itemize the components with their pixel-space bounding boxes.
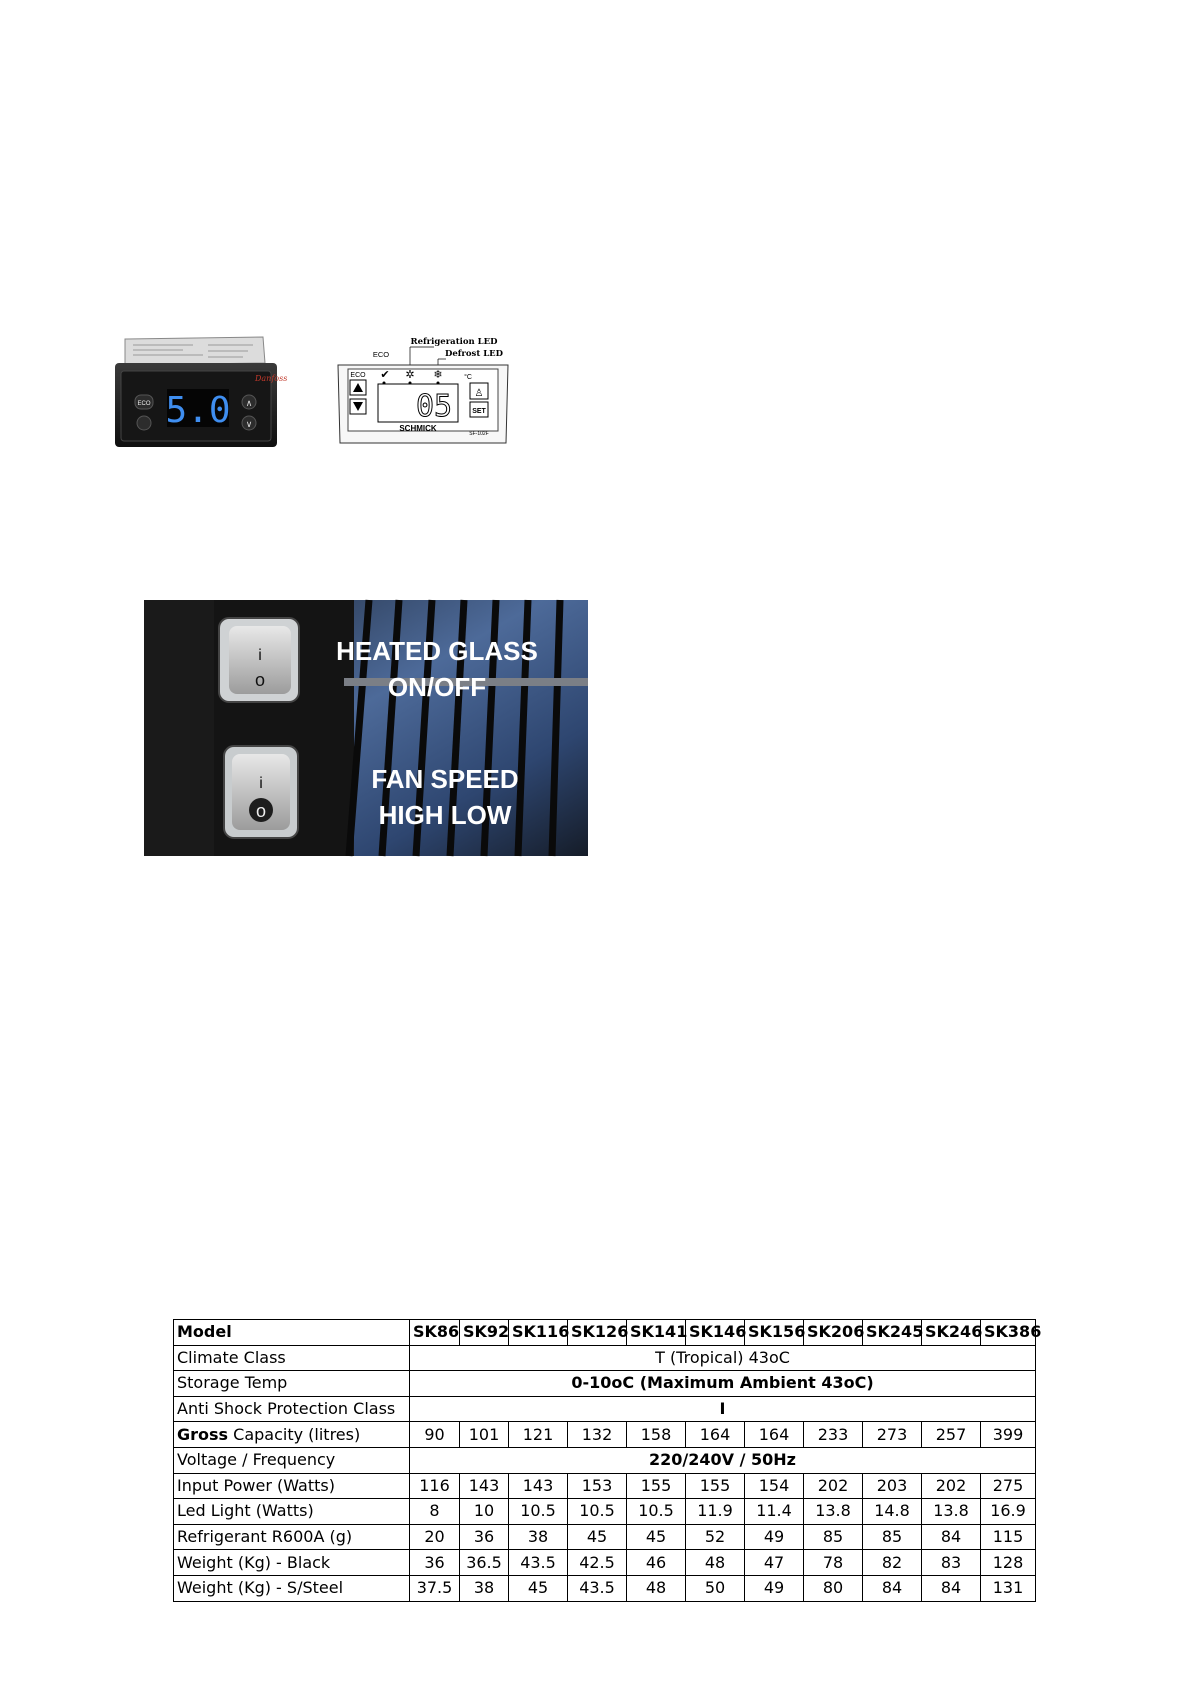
table-cell: 10.5: [627, 1499, 686, 1525]
table-cell: 36: [410, 1550, 460, 1576]
controller-2-display: 05: [415, 389, 453, 424]
anti-shock-row: [174, 1396, 1036, 1422]
table-cell: 48: [627, 1575, 686, 1601]
model-header-cell: SK126: [568, 1320, 627, 1346]
defrost-icon: ❄: [433, 369, 443, 381]
table-cell: 90: [410, 1422, 460, 1448]
eco-top-label: ECO: [372, 350, 390, 359]
eco-label: ECO: [350, 372, 366, 379]
table-cell: 38: [509, 1524, 568, 1550]
table-cell: 52: [686, 1524, 745, 1550]
table-cell: 143: [460, 1473, 509, 1499]
switch-1-on-mark: i: [258, 647, 262, 664]
snowflake-icon: ✲: [405, 369, 415, 381]
table-cell: 84: [863, 1575, 922, 1601]
table-cell: 49: [745, 1524, 804, 1550]
table-cell: 46: [627, 1550, 686, 1576]
model-header-cell: SK116: [509, 1320, 568, 1346]
table-cell: 154: [745, 1473, 804, 1499]
table-cell: 164: [686, 1422, 745, 1448]
table-row: [174, 1524, 1036, 1550]
table-cell: 43.5: [568, 1575, 627, 1601]
table-cell: 42.5: [568, 1550, 627, 1576]
table-cell: 78: [804, 1550, 863, 1576]
table-cell: 14.8: [863, 1499, 922, 1525]
celsius-unit: °C: [464, 374, 472, 381]
row-label: Storage Temp: [174, 1371, 410, 1397]
table-cell: 84: [922, 1575, 981, 1601]
row-label: Anti Shock Protection Class: [174, 1396, 410, 1422]
controller-1-display: 5.0: [165, 390, 231, 431]
switch-2-on-mark: i: [259, 775, 263, 792]
table-cell: 10: [460, 1499, 509, 1525]
table-cell: 85: [863, 1524, 922, 1550]
table-cell: 8: [410, 1499, 460, 1525]
switch-1-off-mark: o: [254, 670, 266, 690]
controller-1-down-label: ∨: [245, 419, 253, 429]
row-label: Weight (Kg) - S/Steel: [174, 1575, 410, 1601]
table-cell: 203: [863, 1473, 922, 1499]
table-cell: 115: [981, 1524, 1036, 1550]
gross-rest-label: Capacity (litres): [228, 1424, 361, 1444]
row-label: Climate Class: [174, 1345, 410, 1371]
table-cell: 36.5: [460, 1550, 509, 1576]
row-label: Weight (Kg) - Black: [174, 1550, 410, 1576]
table-cell: 128: [981, 1550, 1036, 1576]
table-cell: 50: [686, 1575, 745, 1601]
table-cell: 43.5: [509, 1550, 568, 1576]
row-label: Led Light (Watts): [174, 1499, 410, 1525]
table-cell: 116: [410, 1473, 460, 1499]
table-cell: 85: [804, 1524, 863, 1550]
schmick-brand: SCHMICK: [399, 424, 437, 433]
model-header-cell: SK141: [627, 1320, 686, 1346]
heated-glass-caption-line2: ON/OFF: [387, 672, 487, 702]
model-header-cell: SK156: [745, 1320, 804, 1346]
table-cell: 20: [410, 1524, 460, 1550]
table-row: [174, 1550, 1036, 1576]
gross-bold-label: Gross: [177, 1424, 229, 1444]
refrigeration-led-label: Refrigeration LED: [410, 337, 498, 347]
eco-button-label: ECO: [137, 401, 151, 407]
leaf-icon: ✔: [380, 369, 390, 381]
table-cell: 202: [804, 1473, 863, 1499]
table-cell: 45: [627, 1524, 686, 1550]
table-cell: 164: [745, 1422, 804, 1448]
table-cell: 48: [686, 1550, 745, 1576]
model-header-row: [174, 1320, 1036, 1346]
table-cell: 153: [568, 1473, 627, 1499]
table-cell: 37.5: [410, 1575, 460, 1601]
specification-table: [173, 1319, 1042, 1602]
row-label: Input Power (Watts): [174, 1473, 410, 1499]
table-cell: 399: [981, 1422, 1036, 1448]
model-header-cell: SK86: [410, 1320, 460, 1346]
table-row: [174, 1499, 1036, 1525]
table-cell: 155: [627, 1473, 686, 1499]
table-cell: 132: [568, 1422, 627, 1448]
row-label: [174, 1422, 410, 1448]
table-row: [174, 1575, 1036, 1601]
model-header-cell: SK92: [460, 1320, 509, 1346]
model-header-cell: SK246: [922, 1320, 981, 1346]
climate-class-value: T (Tropical) 43oC: [410, 1345, 1036, 1371]
table-cell: 38: [460, 1575, 509, 1601]
voltage-value: 220/240V / 50Hz: [410, 1447, 1036, 1473]
row-label: Voltage / Frequency: [174, 1447, 410, 1473]
row-label: Refrigerant R600A (g): [174, 1524, 410, 1550]
table-cell: 13.8: [922, 1499, 981, 1525]
table-cell: 13.8: [804, 1499, 863, 1525]
table-cell: 273: [863, 1422, 922, 1448]
fan-speed-caption-line1: FAN SPEED: [371, 764, 519, 794]
table-cell: 257: [922, 1422, 981, 1448]
anti-shock-value: I: [410, 1396, 1036, 1422]
model-header-cell: SK146: [686, 1320, 745, 1346]
storage-temp-row: [174, 1371, 1036, 1397]
table-cell: 10.5: [509, 1499, 568, 1525]
table-row: [174, 1473, 1036, 1499]
controller-model: SF-102F: [469, 431, 489, 437]
storage-temp-value: 0-10oC (Maximum Ambient 43oC): [410, 1371, 1036, 1397]
table-cell: 10.5: [568, 1499, 627, 1525]
table-cell: 83: [922, 1550, 981, 1576]
heated-glass-caption-line1: HEATED GLASS: [336, 636, 538, 666]
switch-2-off-mark: o: [255, 801, 267, 821]
set-button-label: SET: [472, 408, 486, 415]
table-cell: 16.9: [981, 1499, 1036, 1525]
table-cell: 11.4: [745, 1499, 804, 1525]
fan-speed-caption-line2: HIGH LOW: [378, 800, 512, 830]
temperature-controller-photo: [113, 335, 288, 449]
model-header-cell: SK386: [981, 1320, 1036, 1346]
table-cell: 82: [863, 1550, 922, 1576]
table-cell: 202: [922, 1473, 981, 1499]
model-header-cell: SK245: [863, 1320, 922, 1346]
light-icon: ♙: [474, 388, 484, 399]
table-cell: 36: [460, 1524, 509, 1550]
table-cell: 121: [509, 1422, 568, 1448]
voltage-row: [174, 1447, 1036, 1473]
table-cell: 158: [627, 1422, 686, 1448]
gross-capacity-row: [174, 1422, 1036, 1448]
table-cell: 45: [568, 1524, 627, 1550]
table-cell: 84: [922, 1524, 981, 1550]
defrost-led-label: Defrost LED: [444, 349, 504, 359]
table-cell: 143: [509, 1473, 568, 1499]
table-cell: 101: [460, 1422, 509, 1448]
model-header-cell: SK206: [804, 1320, 863, 1346]
table-cell: 45: [509, 1575, 568, 1601]
table-cell: 47: [745, 1550, 804, 1576]
switch-panel-photo: [144, 600, 588, 856]
table-cell: 155: [686, 1473, 745, 1499]
table-cell: 80: [804, 1575, 863, 1601]
climate-class-row: [174, 1345, 1036, 1371]
table-cell: 233: [804, 1422, 863, 1448]
table-cell: 11.9: [686, 1499, 745, 1525]
table-cell: 131: [981, 1575, 1036, 1601]
table-cell: 275: [981, 1473, 1036, 1499]
controller-1-up-label: ∧: [245, 398, 253, 408]
controller-1-brand: Danfoss: [255, 374, 288, 383]
model-header-label: Model: [174, 1320, 410, 1346]
controller-diagram: [334, 335, 512, 449]
table-cell: 49: [745, 1575, 804, 1601]
